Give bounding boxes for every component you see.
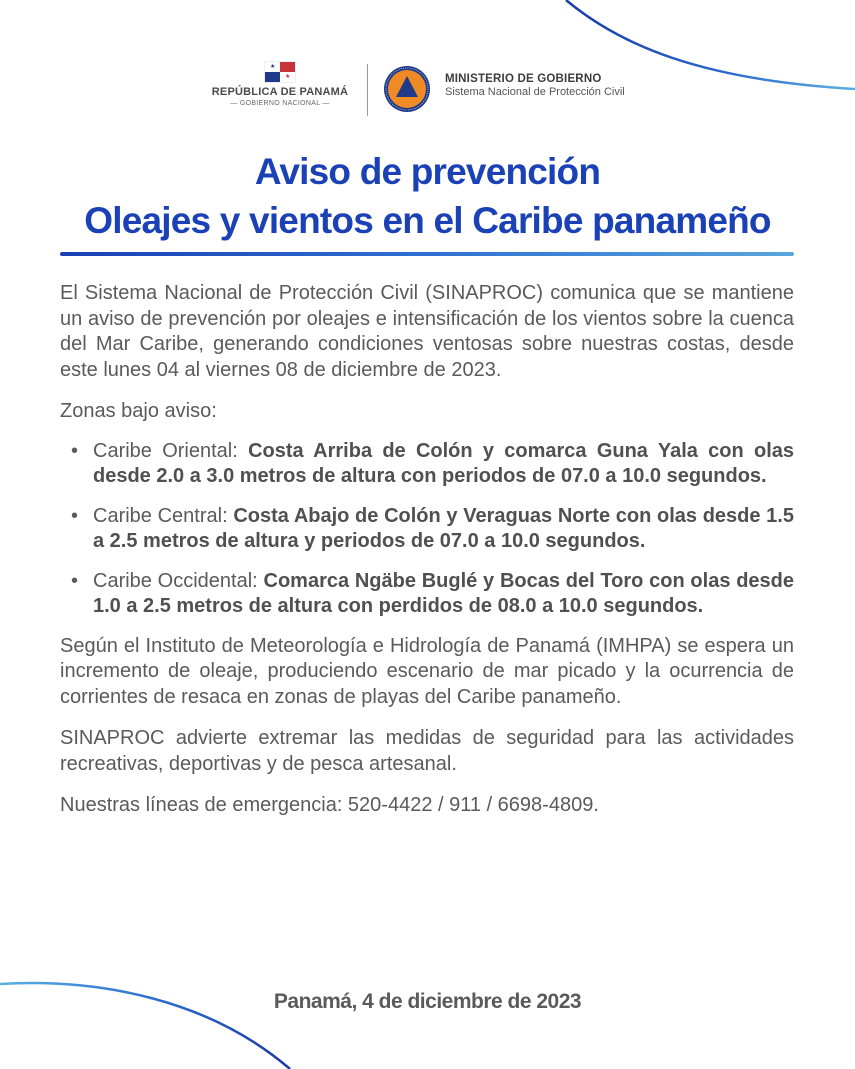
ministerio-subtitle: Sistema Nacional de Protección Civil bbox=[445, 86, 625, 98]
imhpa-paragraph: Según el Instituto de Meteorología e Hidrología de Panamá (IMHPA) se espera un incremento de oleaje, produciendo escenario de mar picado y la ocurrencia de corrientes de resaca en zonas de playas del Caribe panameño. bbox=[60, 634, 794, 708]
zone-item-occidental bbox=[60, 569, 794, 620]
header-divider bbox=[367, 64, 368, 116]
zone-label: Caribe Oriental: bbox=[93, 439, 249, 462]
panama-flag-icon: ★ ★ bbox=[265, 62, 295, 82]
bullet-icon: • bbox=[71, 569, 79, 592]
zone-detail: Costa Abajo de Colón y Veraguas Norte con olas desde 1.5 a 2.5 metros de altura y periodos de 07.0 a 10.0 segundos. bbox=[93, 504, 794, 552]
title-underline bbox=[60, 252, 794, 256]
notice-body bbox=[60, 281, 794, 819]
bullet-icon: • bbox=[71, 504, 79, 527]
zone-label: Caribe Central: bbox=[93, 504, 234, 527]
bullet-icon: • bbox=[71, 439, 79, 462]
republica-logo bbox=[205, 62, 355, 107]
emergency-lines: Nuestras líneas de emergencia: 520-4422 / 911 / 6698-4809. bbox=[60, 794, 599, 816]
advisory-paragraph: SINAPROC advierte extremar las medidas de seguridad para las actividades recreativas, deportivas y de pesca artesanal. bbox=[60, 727, 794, 775]
zone-detail: Comarca Ngäbe Buglé y Bocas del Toro con olas desde 1.0 a 2.5 metros de altura con perdidos de 08.0 a 10.0 segundos. bbox=[93, 569, 795, 617]
gobierno-nacional-label: — GOBIERNO NACIONAL — bbox=[230, 100, 330, 107]
zones-heading: Zonas bajo aviso: bbox=[60, 400, 217, 422]
zones-list bbox=[60, 439, 794, 620]
page-subtitle: Oleajes y vientos en el Caribe panameño bbox=[84, 200, 771, 241]
zone-detail: Costa Arriba de Colón y comarca Guna Yala con olas desde 2.0 a 3.0 metros de altura con periodos de 07.0 a 10.0 segundos. bbox=[93, 439, 795, 487]
page-title: Aviso de prevención bbox=[254, 151, 601, 192]
sinaproc-logo-icon bbox=[383, 65, 431, 113]
ministerio-title: MINISTERIO DE GOBIERNO bbox=[445, 73, 602, 85]
republica-title: REPÚBLICA DE PANAMÁ bbox=[211, 86, 349, 98]
intro-paragraph: El Sistema Nacional de Protección Civil (SINAPROC) comunica que se mantiene un aviso de prevención por oleajes e intensificación de los vientos sobre la cuenca del Mar Caribe, generando condiciones ventosas sobre nuestras costas, desde este lunes 04 al viernes 08 de diciembre de 2023. bbox=[60, 282, 794, 381]
header-logos bbox=[0, 62, 855, 118]
footer-date: Panamá, 4 de diciembre de 2023 bbox=[273, 990, 582, 1013]
zone-label: Caribe Occidental: bbox=[93, 569, 264, 592]
ministerio-block bbox=[445, 73, 625, 98]
zone-item-central bbox=[60, 504, 794, 555]
zone-item-oriental bbox=[60, 439, 794, 490]
